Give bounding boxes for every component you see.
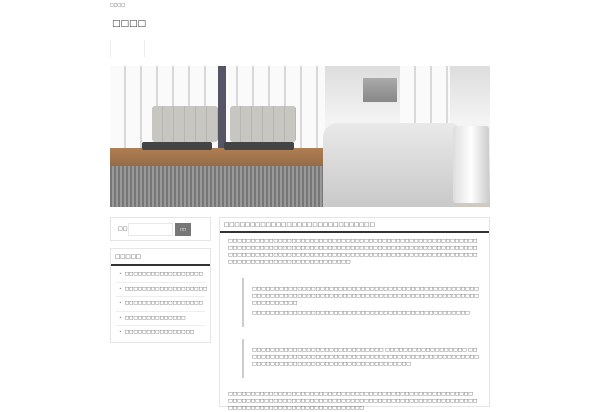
sidebar-link-label[interactable]: □□□□□□□□□□□□□□	[124, 315, 186, 321]
quote-cite: □□□□□□□□□□□□□□□□□□□□□□□□□□□□□□□□□□□□□□□□□□□□□□□□	[252, 311, 470, 316]
search-input[interactable]	[128, 223, 173, 236]
quote-text: □□□□□□□□□□□□□□□□□□□□□□□□□□□□□ □□□□□□□□□□□□□□□□□□ □□□□□□□□□□□□□□□□□□□□□□□□□□□□□□□□□□□□□□□□□□□□□□□□□□□□□□□□□□□□□□□□□□□□□□□□□□□□□□□□□□□□□□□	[252, 348, 479, 367]
sidebar-link-label[interactable]: □□□□□□□□□□□□□□□□□□	[124, 272, 203, 277]
article-paragraph: □□□□□□□□□□□□□□□□□□□□□□□□□□□□□□□□□□□□□□□□□□□□□□□□□□□□□□	[228, 392, 473, 397]
sidebar-link[interactable]: • □□□□□□□□□□□□□□□□□□	[116, 268, 205, 283]
quote-text: □□□□□□□□□□□□□□□□□□□□□□□□□□□□□□□□□□□□□□□□□□□□□□□□□□□□□□□□□□□□□□□□□□□□□□□□□□□□□□□□□□□□□□□□□□□□□□□□□□□□□□□□□□□□□□	[252, 287, 479, 306]
widget-title: □□□□□	[111, 249, 210, 266]
search-widget	[110, 217, 211, 241]
sidebar-link[interactable]: • □□□□□□□□□□□□□□	[116, 312, 205, 327]
sidebar-link[interactable]: • □□□□□□□□□□□□□□□□□□□	[116, 283, 205, 298]
blockquote	[242, 339, 481, 378]
top-text: □□□□	[110, 2, 126, 7]
search-label: □□	[118, 226, 128, 232]
sidebar-link-label[interactable]: □□□□□□□□□□□□□□□□□□	[124, 301, 203, 306]
header-banner-image	[110, 66, 490, 207]
blockquote	[242, 278, 481, 327]
site-title[interactable]: □□□□	[112, 19, 147, 29]
article-paragraph: □□□□□□□□□□□□□□□□□□□□□□□□□□□□□□□□□□□□□□□□□□□□□□□□□□□□□□□□□□□□□□□□□□□□□□□□□□□□□□□□□□□□□	[228, 399, 478, 411]
sidebar-link-label[interactable]: □□□□□□□□□□□□□□□□	[124, 330, 195, 335]
search-button[interactable]: □□	[175, 223, 191, 236]
article-paragraph: □□□□□□□□□□□□□□□□□□□□□□□□□□□□□□□□□□□□□□□□□□□□□□□□□□□□□□□□□□□□□□□□□□□□□□□□□□□□□□□□□□□□□□□□□□□□□□□□□□□□□□□□□□□□□□□□□□□□□□□□□□□□□□□□□□□□□□□□□□□□□□□□□□□□□□□□□□□□□□□□□□□□□□□□□□□□□□□□□□□□□□□□□□□□□□□□	[228, 239, 478, 265]
sidebar-link-label[interactable]: □□□□□□□□□□□□□□□□□□□	[124, 286, 208, 292]
sidebar-link[interactable]: • □□□□□□□□□□□□□□□□□□	[116, 297, 205, 312]
article-title[interactable]: □□□□□□□□□□□□□□□□□□□□□□□□□□□□□	[220, 218, 489, 233]
sidebar-widget	[110, 248, 211, 343]
sidebar-link[interactable]: • □□□□□□□□□□□□□□□□	[119, 330, 195, 335]
nav-menu[interactable]	[110, 40, 145, 57]
article	[219, 217, 490, 411]
